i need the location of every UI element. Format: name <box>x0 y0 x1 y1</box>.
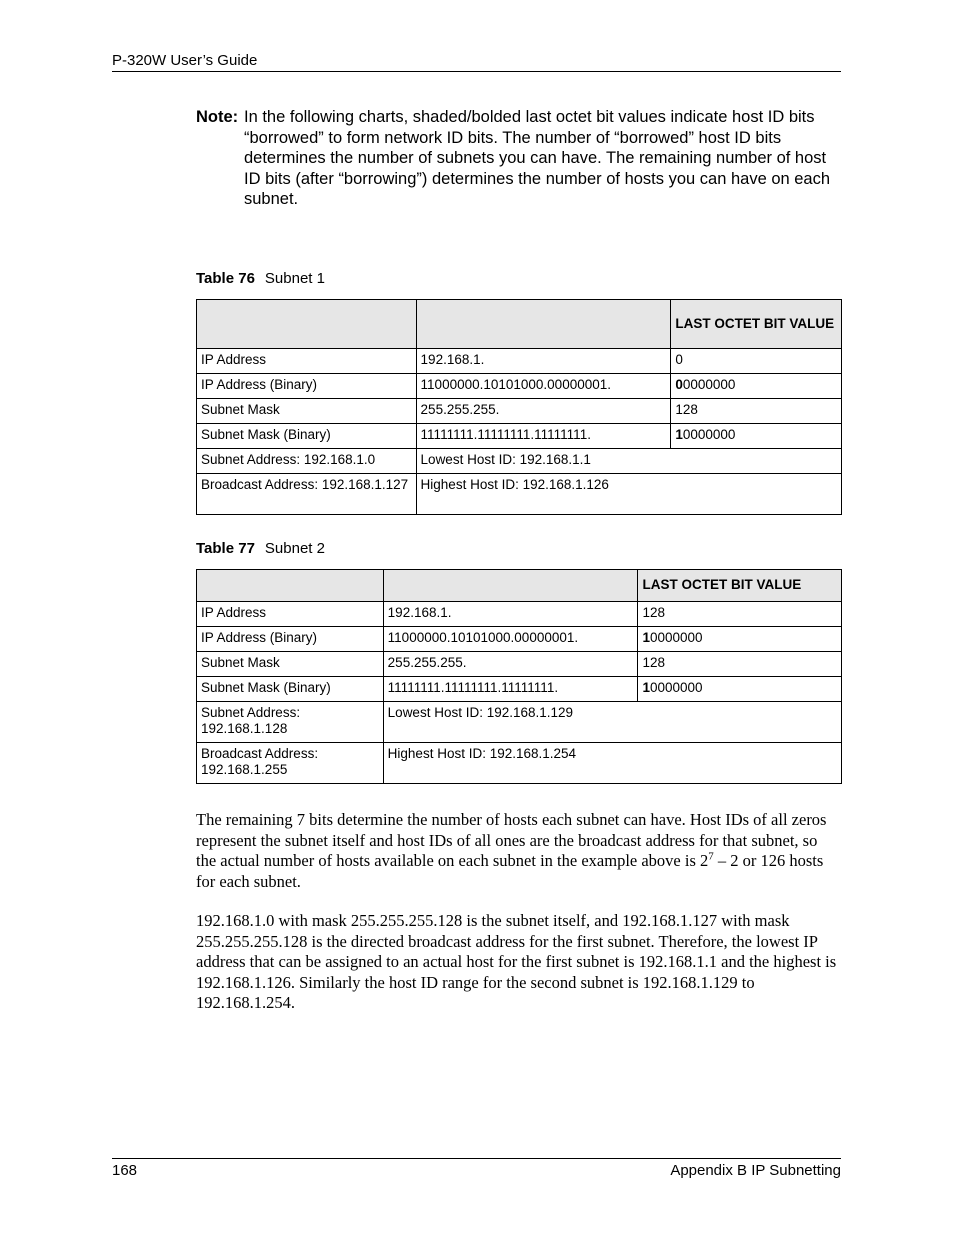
header-cell-last-octet: LAST OCTET BIT VALUE <box>638 570 842 602</box>
table-row <box>197 424 842 449</box>
table-row <box>197 399 842 424</box>
note-text: In the following charts, shaded/bolded last octet bit values indicate host ID bits “borrowed” to form network ID bits. The number of “borrowed” host ID bits determines the number of subnets you can have. The remaining number of host ID bits (after “borrowing”) determines the number of hosts you can have on each subnet. <box>244 108 831 208</box>
header-cell <box>416 300 671 349</box>
row-label: Subnet Mask (Binary) <box>197 677 384 702</box>
table-header-row <box>197 300 842 349</box>
row-label: IP Address <box>197 602 384 627</box>
body-paragraph-ranges: 192.168.1.0 with mask 255.255.255.128 is the subnet itself, and 192.168.1.127 with mask 255.255.255.128 is the directed broadcast address for the first subnet. Therefore, the lowest IP address that can be assigned to an actual host for the first subnet is 192.168.1.1 and the highest is 192.168.1.126. Similarly the host ID range for the second subnet is 192.168.1.129 to 192.168.1.254. <box>196 911 837 1012</box>
row-octet: 128 <box>638 652 842 677</box>
header-cell <box>197 300 417 349</box>
table-76-title: Subnet 1 <box>264 270 325 287</box>
table-76-caption <box>196 270 325 287</box>
note-block <box>196 107 841 210</box>
borrowed-bit: 1 <box>642 630 650 645</box>
borrowed-bit: 0 <box>675 377 683 392</box>
table-row <box>197 349 842 374</box>
row-label: IP Address (Binary) <box>197 627 384 652</box>
table-77-subnet-2 <box>196 569 842 784</box>
table-row <box>197 602 842 627</box>
broadcast-address-cell: Broadcast Address: 192.168.1.127 <box>197 474 417 515</box>
section-title: Appendix B IP Subnetting <box>670 1162 841 1179</box>
row-octet: 128 <box>671 399 842 424</box>
header-cell-last-octet: LAST OCTET BIT VALUE <box>671 300 842 349</box>
table-header-row <box>197 570 842 602</box>
table-row <box>197 743 842 784</box>
table-76-number: Table 76 <box>196 270 255 287</box>
remaining-bits: 0000000 <box>682 427 736 442</box>
row-octet <box>638 677 842 702</box>
table-77-caption <box>196 540 325 557</box>
row-value: 192.168.1. <box>416 349 671 374</box>
row-label: Subnet Mask <box>197 399 417 424</box>
note-label: Note: <box>196 108 239 126</box>
subnet-address-cell: Subnet Address: 192.168.1.0 <box>197 449 417 474</box>
row-value: 255.255.255. <box>383 652 638 677</box>
row-label: IP Address (Binary) <box>197 374 417 399</box>
header-cell <box>383 570 638 602</box>
broadcast-address-cell: Broadcast Address: 192.168.1.255 <box>197 743 384 784</box>
table-76-subnet-1 <box>196 299 842 515</box>
table-77-number: Table 77 <box>196 540 255 557</box>
row-label: Subnet Mask (Binary) <box>197 424 417 449</box>
row-value: 11000000.10101000.00000001. <box>383 627 638 652</box>
table-77-title: Subnet 2 <box>264 540 325 557</box>
table-row <box>197 374 842 399</box>
table-row <box>197 474 842 515</box>
lowest-host-cell: Lowest Host ID: 192.168.1.129 <box>383 702 841 743</box>
header-rule <box>112 71 841 72</box>
footer-rule <box>112 1158 841 1159</box>
row-octet <box>638 627 842 652</box>
body-paragraph-hosts <box>196 810 841 892</box>
borrowed-bit: 1 <box>642 680 650 695</box>
remaining-bits: 0000000 <box>649 630 703 645</box>
row-octet: 128 <box>638 602 842 627</box>
header-cell <box>197 570 384 602</box>
row-value: 11111111.11111111.11111111. <box>416 424 671 449</box>
remaining-bits: 0000000 <box>649 680 703 695</box>
row-octet <box>671 374 842 399</box>
para-text: The remaining 7 bits determine the number of hosts each subnet can have. Host IDs of all zeros represent the subnet itself and host IDs of all ones are the broadcast address for that subnet, so the actual number of hosts available on each subnet in the example above is 2 <box>196 810 827 870</box>
table-row <box>197 702 842 743</box>
exponent: 7 <box>708 850 714 863</box>
para-text: – 2 or 126 hosts for each subnet. <box>196 851 824 891</box>
table-row <box>197 449 842 474</box>
row-label: IP Address <box>197 349 417 374</box>
table-row <box>197 677 842 702</box>
table-row <box>197 652 842 677</box>
subnet-address-cell: Subnet Address: 192.168.1.128 <box>197 702 384 743</box>
row-octet: 0 <box>671 349 842 374</box>
highest-host-cell: Highest Host ID: 192.168.1.126 <box>416 474 841 515</box>
page-number: 168 <box>112 1162 138 1179</box>
lowest-host-cell: Lowest Host ID: 192.168.1.1 <box>416 449 841 474</box>
row-octet <box>671 424 842 449</box>
table-row <box>197 627 842 652</box>
row-label: Subnet Mask <box>197 652 384 677</box>
row-value: 255.255.255. <box>416 399 671 424</box>
row-value: 192.168.1. <box>383 602 638 627</box>
highest-host-cell: Highest Host ID: 192.168.1.254 <box>383 743 841 784</box>
row-value: 11111111.11111111.11111111. <box>383 677 638 702</box>
running-header: P-320W User’s Guide <box>112 52 258 69</box>
remaining-bits: 0000000 <box>682 377 736 392</box>
row-value: 11000000.10101000.00000001. <box>416 374 671 399</box>
borrowed-bit: 1 <box>675 427 683 442</box>
